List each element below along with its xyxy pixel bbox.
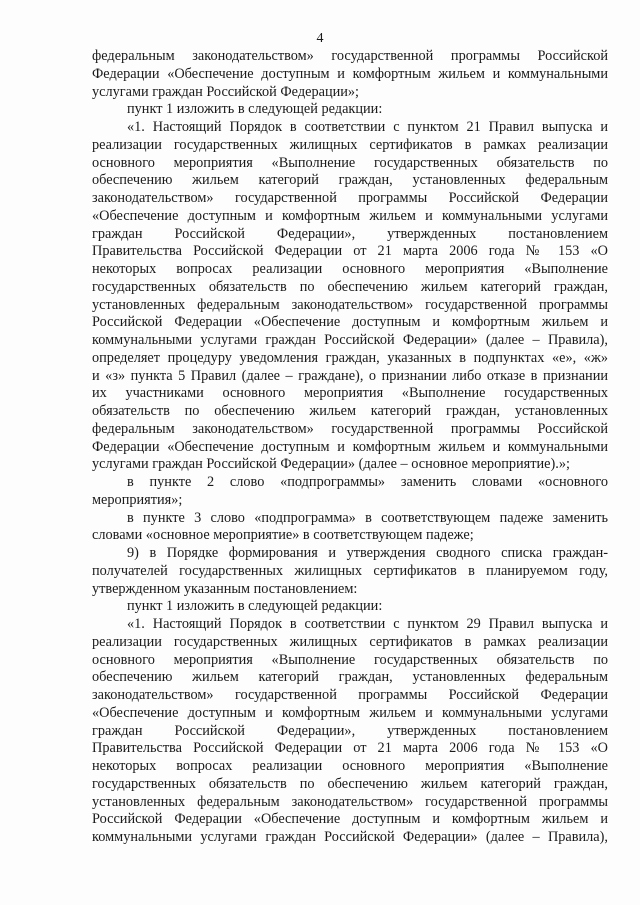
text-line: установленных федеральным законодательством» государственной программы	[92, 296, 608, 313]
text-line: «1. Настоящий Порядок в соответствии с пунктом 21 Правил выпуска и	[127, 119, 608, 135]
document-body	[92, 48, 608, 847]
text-line: законодательством» государственной программы Российской Федерации	[92, 190, 608, 206]
text-line: государственных обязательств по обеспечению жильем категорий граждан,	[92, 278, 608, 295]
text-line: мероприятия»;	[92, 491, 183, 508]
text-line: федеральным законодательством» государственной программы Российской	[92, 420, 608, 437]
text-line: законодательством» государственной программы Российской Федерации	[92, 687, 608, 703]
text-line: 9) в Порядке формирования и утверждения сводного списка граждан-	[127, 545, 608, 561]
text-line: основного мероприятия «Выполнение государственных обязательств по	[92, 154, 608, 171]
text-line: государственных обязательств по обеспечению жильем категорий граждан,	[92, 775, 608, 792]
text-line: словами «основное мероприятие» в соответствующем падеже;	[92, 527, 474, 544]
text-line: утвержденном указанным постановлением:	[92, 580, 358, 597]
paragraph	[92, 48, 608, 101]
text-line: Правительства Российской Федерации от 21 марта 2006 года № 153 «О	[92, 740, 608, 757]
paragraph	[92, 616, 608, 847]
text-line: коммунальными услугами граждан Российской Федерации» (далее – Правила),	[92, 829, 608, 845]
text-line: пункт 1 изложить в следующей редакции:	[127, 101, 383, 118]
paragraph	[92, 545, 608, 598]
text-line: Федерации «Обеспечение доступным и комфортным жильем и коммунальными	[92, 438, 608, 455]
text-line: некоторых вопросах реализации основного мероприятия «Выполнение	[92, 758, 608, 774]
text-line: Российской Федерации «Обеспечение доступным и комфортным жильем и	[92, 314, 608, 331]
text-line: реализации государственных жилищных сертификатов в рамках реализации	[92, 633, 608, 650]
text-line: Федерации «Обеспечение доступным и комфортным жильем и коммунальными	[92, 65, 608, 82]
text-line: «1. Настоящий Порядок в соответствии с пунктом 29 Правил выпуска и	[127, 616, 608, 632]
text-line: услугами граждан Российской Федерации» (далее – основное мероприятие).»;	[92, 456, 570, 473]
text-line: граждан Российской Федерации», утвержденных постановлением	[92, 722, 608, 739]
paragraph	[92, 101, 608, 119]
text-line: Российской Федерации «Обеспечение доступным и комфортным жильем и	[92, 811, 608, 828]
text-line: установленных федеральным законодательством» государственной программы	[92, 793, 608, 810]
text-line: определяет процедуру уведомления граждан, указанных в подпунктах «е», «ж»	[92, 349, 608, 366]
paragraph	[92, 598, 608, 616]
text-line: обеспечению жильем категорий граждан, установленных федеральным	[92, 669, 608, 686]
text-line: основного мероприятия «Выполнение государственных обязательств по	[92, 651, 608, 668]
text-line: пункт 1 изложить в следующей редакции:	[127, 598, 383, 615]
text-line: получателей государственных жилищных сертификатов в планируемом году,	[92, 562, 608, 579]
text-line: их участниками основного мероприятия «Выполнение государственных	[92, 385, 608, 402]
text-line: в пункте 2 слово «подпрограммы» заменить словами «основного	[127, 474, 608, 490]
paragraph	[92, 474, 608, 510]
text-line: услугами граждан Российской Федерации»;	[92, 83, 360, 100]
paragraph	[92, 510, 608, 546]
text-line: и «з» пункта 5 Правил (далее – граждане), о признании либо отказе в признании	[92, 367, 608, 384]
text-line: граждан Российской Федерации», утвержденных постановлением	[92, 225, 608, 242]
text-line: некоторых вопросах реализации основного мероприятия «Выполнение	[92, 261, 608, 277]
page-number: 4	[316, 31, 324, 46]
text-line: федеральным законодательством» государственной программы Российской	[92, 48, 608, 64]
text-line: «Обеспечение доступным и комфортным жильем и коммунальными услугами	[92, 207, 608, 224]
text-line: «Обеспечение доступным и комфортным жильем и коммунальными услугами	[92, 704, 608, 721]
text-line: реализации государственных жилищных сертификатов в рамках реализации	[92, 136, 608, 153]
text-line: в пункте 3 слово «подпрограмма» в соответствующем падеже заменить	[127, 509, 608, 526]
paragraph	[92, 119, 608, 474]
text-line: коммунальными услугами граждан Российской Федерации» (далее – Правила),	[92, 332, 608, 348]
text-line: обеспечению жильем категорий граждан, установленных федеральным	[92, 172, 608, 189]
text-line: обязательств по обеспечению жильем категорий граждан, установленных	[92, 403, 608, 419]
text-line: Правительства Российской Федерации от 21 марта 2006 года № 153 «О	[92, 243, 608, 260]
